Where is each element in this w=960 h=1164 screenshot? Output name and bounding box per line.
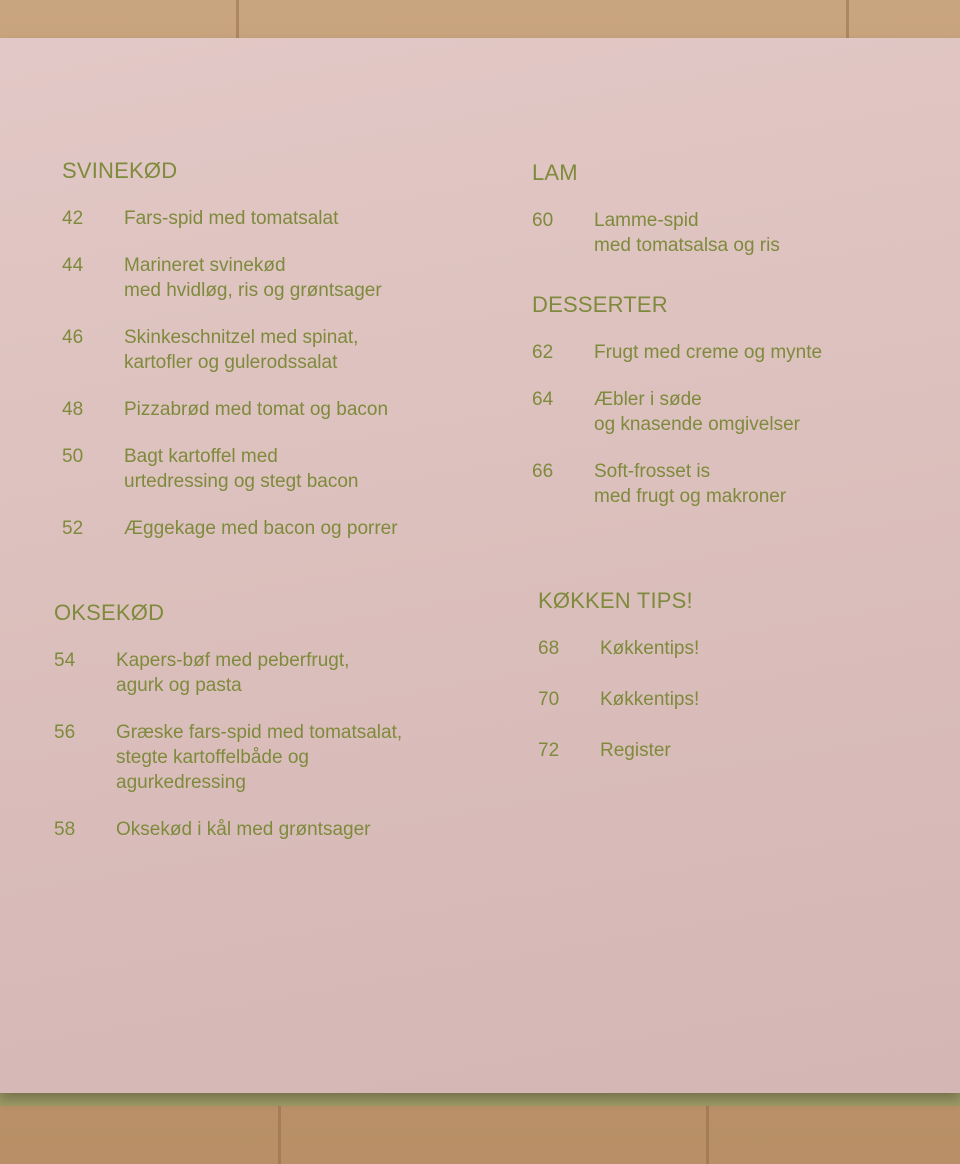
section-title-lam: LAM — [532, 160, 578, 185]
section-title-svinekod: SVINEKØD — [62, 158, 178, 183]
toc-entry-title: Køkkentips! — [600, 689, 700, 710]
toc-page-number: 48 — [62, 399, 84, 420]
floor-plank-seam — [236, 0, 239, 40]
toc-entry-title: Køkkentips! — [600, 638, 700, 659]
toc-page-number: 46 — [62, 327, 84, 348]
toc-entry — [62, 516, 482, 541]
toc-page-number: 66 — [532, 461, 554, 482]
toc-entry-title: Æggekage med bacon og porrer — [124, 518, 398, 539]
toc-entry-title: Register — [600, 740, 671, 761]
toc-page-number: 60 — [532, 210, 554, 231]
toc-entry-title: Skinkeschnitzel med spinat, kartofler og gulerodssalat — [124, 327, 359, 373]
toc-entry — [532, 208, 932, 258]
section-title-kokken-tips: KØKKEN TIPS! — [538, 588, 693, 613]
toc-entry-title: Soft-frosset is med frugt og makroner — [594, 461, 787, 507]
toc-page-number: 70 — [538, 689, 560, 710]
toc-entry — [54, 720, 484, 795]
toc-right-column — [532, 160, 932, 531]
toc-page-number: 58 — [54, 819, 76, 840]
toc-entry — [62, 253, 482, 303]
toc-entry — [62, 325, 482, 375]
toc-entry-title: Fars-spid med tomatsalat — [124, 208, 339, 229]
toc-entry-title: Frugt med creme og mynte — [594, 342, 823, 363]
toc-entry-title: Græske fars-spid med tomatsalat, stegte kartoffelbåde og agurkedressing — [116, 722, 403, 793]
toc-entry — [62, 397, 482, 422]
toc-page-number: 64 — [532, 389, 554, 410]
toc-page-number: 44 — [62, 255, 84, 276]
toc-entry-title: Kapers-bøf med peberfrugt, agurk og pasta — [116, 650, 350, 696]
toc-left-column — [62, 158, 482, 563]
toc-page-number: 62 — [532, 342, 554, 363]
toc-entry-title: Pizzabrød med tomat og bacon — [124, 399, 389, 420]
floor-plank-seam — [846, 0, 849, 40]
toc-page-number: 52 — [62, 518, 84, 539]
toc-page-number: 54 — [54, 650, 76, 671]
toc-entry-title: Marineret svinekød med hvidløg, ris og grøntsager — [124, 255, 382, 301]
section-title-desserter: DESSERTER — [532, 292, 668, 317]
toc-entry-title: Oksekød i kål med grøntsager — [116, 819, 371, 840]
toc-left-column-lower — [54, 600, 484, 864]
toc-entry — [532, 459, 932, 509]
toc-page-number: 42 — [62, 208, 84, 229]
toc-entry — [532, 340, 932, 365]
toc-entry-title: Lamme-spid med tomatsalsa og ris — [594, 210, 780, 256]
toc-entry-title: Æbler i søde og knasende omgivelser — [594, 389, 800, 435]
toc-entry-title: Bagt kartoffel med urtedressing og stegt bacon — [124, 446, 359, 492]
toc-entry — [538, 636, 938, 661]
toc-entry — [62, 206, 482, 231]
book-page — [0, 38, 960, 1093]
toc-page-number: 68 — [538, 638, 560, 659]
toc-page-number: 50 — [62, 446, 84, 467]
toc-page-number: 72 — [538, 740, 560, 761]
floor-plank-seam — [706, 1100, 709, 1164]
floor-plank-seam — [278, 1100, 281, 1164]
toc-entry — [538, 687, 938, 712]
toc-page-number: 56 — [54, 722, 76, 743]
toc-entry — [62, 444, 482, 494]
toc-entry — [532, 387, 932, 437]
toc-entry — [538, 738, 938, 763]
section-title-oksekod: OKSEKØD — [54, 600, 165, 625]
toc-entry — [54, 817, 484, 842]
toc-entry — [54, 648, 484, 698]
toc-right-column-lower — [538, 588, 938, 785]
